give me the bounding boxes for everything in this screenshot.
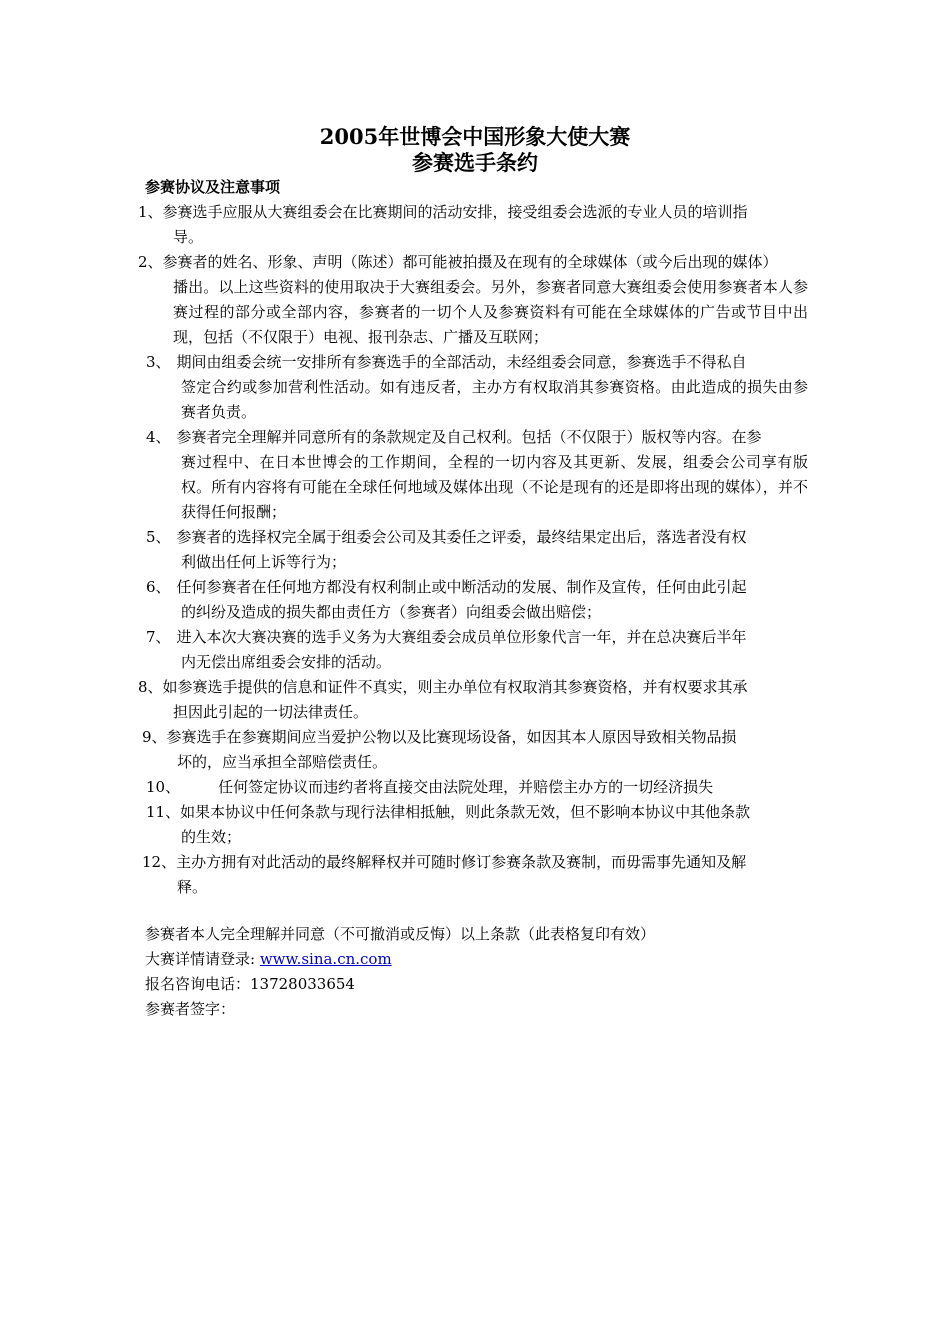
clause-text: 参赛者的选择权完全属于组委会公司及其委任之评委，最终结果定出后，落选者没有权 — [176, 528, 747, 546]
clause-first-line — [138, 250, 808, 275]
clause-continuation: 释。 — [177, 878, 208, 896]
agreement-statement: 参赛者本人完全理解并同意（不可撤消或反悔）以上条款（此表格复印有效） — [145, 925, 656, 943]
clause-text: 参赛选手在参赛期间应当爱护公物以及比赛现场设备，如因其本人原因导致相关物品损 — [166, 728, 737, 746]
clause-first-line — [142, 850, 808, 875]
clause-first-line — [146, 625, 808, 650]
clause-number: 8、 — [138, 678, 163, 696]
clause-item — [138, 850, 808, 900]
clause-item — [138, 200, 808, 250]
clause-continuation: 签定合约或参加营利性活动。如有违反者，主办方有权取消其参赛资格。由此造成的损失由参赛者负责。 — [181, 378, 808, 421]
clause-continuation: 利做出任何上诉等行为； — [181, 553, 347, 571]
clause-first-line — [146, 525, 808, 550]
clause-text: 期间由组委会统一安排所有参赛选手的全部活动，未经组委会同意，参赛选手不得私自 — [176, 353, 747, 371]
clause-item — [138, 425, 808, 525]
clause-item — [138, 350, 808, 425]
clause-text: 任何签定协议而违约者将直接交由法院处理，并赔偿主办方的一切经济损失 — [218, 778, 714, 796]
clause-first-line — [146, 425, 808, 450]
section-heading: 参赛协议及注意事项 — [145, 178, 281, 196]
clause-text: 任何参赛者在任何地方都没有权利制止或中断活动的发展、制作及宣传，任何由此引起 — [176, 578, 747, 596]
clause-number: 5、 — [146, 528, 171, 546]
clause-number: 6、 — [146, 578, 171, 596]
footer-block — [145, 922, 655, 1022]
clause-first-line — [138, 200, 808, 225]
document-subtitle: 参赛选手条约 — [412, 150, 538, 175]
clause-first-line — [146, 575, 808, 600]
details-line — [145, 947, 655, 972]
clause-item — [138, 775, 808, 800]
clause-continuation: 的生效； — [181, 828, 242, 846]
clause-text: 进入本次大赛决赛的选手义务为大赛组委会成员单位形象代言一年，并在总决赛后半年 — [176, 628, 747, 646]
clause-first-line — [146, 350, 808, 375]
clause-text: 主办方拥有对此活动的最终解释权并可随时修订参赛条款及赛制，而毋需事先通知及解 — [176, 853, 747, 871]
clause-item — [138, 575, 808, 625]
clause-number: 11、 — [146, 803, 181, 821]
clause-continuation: 的纠纷及造成的损失都由责任方（参赛者）向组委会做出赔偿； — [181, 603, 602, 621]
clause-continuation: 担因此引起的一切法律责任。 — [173, 703, 369, 721]
clause-number: 12、 — [142, 853, 177, 871]
signature-label: 参赛者签字： — [145, 1000, 236, 1018]
clause-text: 如参赛选手提供的信息和证件不真实，则主办单位有权取消其参赛资格，并有权要求其承 — [162, 678, 748, 696]
clause-item — [138, 675, 808, 725]
clause-first-line — [138, 675, 808, 700]
clause-first-line — [142, 725, 808, 750]
clause-text: 参赛选手应服从大赛组委会在比赛期间的活动安排，接受组委会选派的专业人员的培训指 — [162, 203, 748, 221]
clause-number: 3、 — [146, 353, 171, 371]
clause-item — [138, 625, 808, 675]
clause-number: 4、 — [146, 428, 171, 446]
clause-item — [138, 800, 808, 850]
clause-first-line — [146, 800, 808, 825]
details-link[interactable]: www.sina.cn.com — [259, 950, 392, 968]
clause-item — [138, 250, 808, 350]
clause-continuation: 赛过程中、在日本世博会的工作期间，全程的一切内容及其更新、发展，组委会公司享有版权。所有内容将有可能在全球任何地域及媒体出现（不论是现有的还是即将出现的媒体），并不获得任何报酬； — [181, 453, 808, 521]
clause-first-line — [146, 775, 808, 800]
clause-text: 参赛者的姓名、形象、声明（陈述）都可能被拍摄及在现有的全球媒体（或今后出现的媒体） — [162, 253, 778, 271]
details-label: 大赛详情请登录: — [145, 950, 260, 968]
clause-continuation: 坏的，应当承担全部赔偿责任。 — [177, 753, 388, 771]
clause-continuation: 播出。以上这些资料的使用取决于大赛组委会。另外，参赛者同意大赛组委会使用参赛者本人参赛过程的部分或全部内容，参赛者的一切个人及参赛资料有可能在全球媒体的广告或节目中出现，包括（不仅限于）电视、报刊杂志、广播及互联网； — [173, 278, 808, 346]
clause-number: 9、 — [142, 728, 167, 746]
clause-continuation: 内无偿出席组委会安排的活动。 — [181, 653, 392, 671]
clause-continuation: 导。 — [173, 228, 204, 246]
clause-number: 1、 — [138, 203, 163, 221]
clause-text: 参赛者完全理解并同意所有的条款规定及自己权利。包括（不仅限于）版权等内容。在参 — [176, 428, 762, 446]
clause-number: 7、 — [146, 628, 171, 646]
document-title: 2005年世博会中国形象大使大赛 — [319, 124, 631, 149]
clause-item — [138, 525, 808, 575]
phone-line: 报名咨询电话：13728033654 — [145, 975, 355, 993]
clause-number: 10、 — [146, 778, 181, 796]
clause-number: 2、 — [138, 253, 163, 271]
clause-text: 如果本协议中任何条款与现行法律相抵触，则此条款无效，但不影响本协议中其他条款 — [180, 803, 751, 821]
clause-item — [138, 725, 808, 775]
clause-list — [138, 200, 808, 900]
